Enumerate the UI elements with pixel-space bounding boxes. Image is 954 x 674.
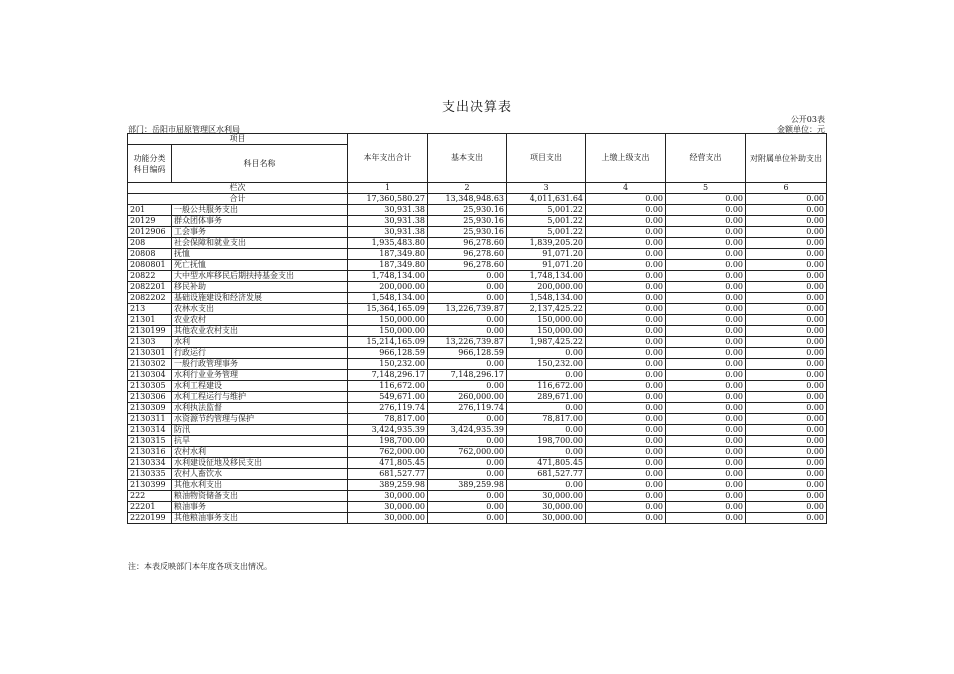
row-value: 25,930.16 — [428, 227, 507, 238]
row-value: 0.00 — [666, 227, 746, 238]
total-row — [128, 194, 827, 205]
lanci-num: 5 — [666, 183, 746, 194]
row-code: 201 — [128, 205, 172, 216]
row-value: 0.00 — [428, 359, 507, 370]
row-name: 粮油物资储备支出 — [172, 491, 348, 502]
row-code: 2012906 — [128, 227, 172, 238]
row-value: 0.00 — [666, 238, 746, 249]
row-value: 0.00 — [666, 271, 746, 282]
row-value: 150,000.00 — [348, 315, 428, 326]
row-name: 水利 — [172, 337, 348, 348]
row-value: 0.00 — [746, 249, 827, 260]
row-value: 0.00 — [746, 469, 827, 480]
row-code: 2130335 — [128, 469, 172, 480]
row-value: 0.00 — [507, 425, 586, 436]
unit-label: 金额单位：元 — [777, 125, 825, 134]
row-value: 0.00 — [746, 315, 827, 326]
row-value: 0.00 — [507, 370, 586, 381]
row-value: 187,349.80 — [348, 249, 428, 260]
lanci-num: 3 — [507, 183, 586, 194]
row-value: 0.00 — [507, 447, 586, 458]
row-value: 0.00 — [746, 227, 827, 238]
row-value: 1,748,134.00 — [507, 271, 586, 282]
row-name: 其他粮油事务支出 — [172, 513, 348, 524]
row-value: 0.00 — [586, 491, 666, 502]
row-value: 0.00 — [666, 249, 746, 260]
row-value: 30,000.00 — [507, 502, 586, 513]
row-value: 0.00 — [428, 502, 507, 513]
row-value: 966,128.59 — [348, 348, 428, 359]
row-value: 187,349.80 — [348, 260, 428, 271]
row-code: 2130334 — [128, 458, 172, 469]
row-code: 222 — [128, 491, 172, 502]
row-value: 0.00 — [428, 293, 507, 304]
expenditure-table — [127, 133, 827, 524]
row-value: 0.00 — [428, 469, 507, 480]
row-value: 1,935,483.80 — [348, 238, 428, 249]
department-label: 部门：岳阳市屈原管理区水利局 — [128, 125, 240, 134]
row-value: 0.00 — [746, 326, 827, 337]
col-header-2: 基本支出 — [428, 134, 507, 183]
row-value: 0.00 — [746, 282, 827, 293]
row-value: 0.00 — [586, 359, 666, 370]
table-row — [128, 403, 827, 414]
row-value: 0.00 — [666, 447, 746, 458]
table-row — [128, 425, 827, 436]
row-name: 群众团体事务 — [172, 216, 348, 227]
table-row — [128, 337, 827, 348]
row-value: 0.00 — [666, 491, 746, 502]
row-code: 2130309 — [128, 403, 172, 414]
row-value: 0.00 — [666, 348, 746, 359]
row-value: 1,748,134.00 — [348, 271, 428, 282]
row-value: 0.00 — [746, 414, 827, 425]
row-value: 0.00 — [586, 238, 666, 249]
row-value: 0.00 — [586, 469, 666, 480]
row-value: 276,119.74 — [348, 403, 428, 414]
row-code: 2130399 — [128, 480, 172, 491]
row-value: 150,000.00 — [348, 326, 428, 337]
row-value: 0.00 — [746, 271, 827, 282]
row-value: 0.00 — [586, 403, 666, 414]
row-value: 0.00 — [746, 392, 827, 403]
row-value: 150,232.00 — [348, 359, 428, 370]
total-value: 4,011,631.64 — [507, 194, 586, 205]
row-value: 150,000.00 — [507, 326, 586, 337]
row-value: 471,805.45 — [507, 458, 586, 469]
lanci-num: 6 — [746, 183, 827, 194]
row-value: 13,226,739.87 — [428, 337, 507, 348]
row-value: 1,839,205.20 — [507, 238, 586, 249]
row-value: 0.00 — [586, 304, 666, 315]
row-value: 0.00 — [746, 370, 827, 381]
row-value: 289,671.00 — [507, 392, 586, 403]
form-code: 公开03表 — [790, 115, 825, 124]
row-value: 3,424,935.39 — [428, 425, 507, 436]
row-value: 0.00 — [746, 513, 827, 524]
row-code: 2130314 — [128, 425, 172, 436]
row-value: 13,226,739.87 — [428, 304, 507, 315]
row-value: 0.00 — [428, 491, 507, 502]
footnote: 注：本表反映部门本年度各项支出情况。 — [128, 562, 272, 571]
table-row — [128, 227, 827, 238]
lanci-row — [128, 183, 827, 194]
row-value: 0.00 — [586, 480, 666, 491]
table-row — [128, 216, 827, 227]
total-value: 0.00 — [666, 194, 746, 205]
row-value: 7,148,296.17 — [428, 370, 507, 381]
row-value: 0.00 — [666, 205, 746, 216]
row-value: 681,527.77 — [507, 469, 586, 480]
col-header-3: 项目支出 — [507, 134, 586, 183]
row-value: 2,137,425.22 — [507, 304, 586, 315]
row-value: 25,930.16 — [428, 216, 507, 227]
table-row — [128, 370, 827, 381]
row-value: 30,000.00 — [507, 513, 586, 524]
row-value: 91,071.20 — [507, 249, 586, 260]
table-row — [128, 205, 827, 216]
row-value: 0.00 — [586, 205, 666, 216]
row-value: 0.00 — [586, 271, 666, 282]
table-row — [128, 326, 827, 337]
row-code: 2130311 — [128, 414, 172, 425]
row-value: 0.00 — [666, 326, 746, 337]
row-value: 5,001.22 — [507, 227, 586, 238]
row-name: 抚恤 — [172, 249, 348, 260]
row-value: 30,000.00 — [348, 491, 428, 502]
row-value: 0.00 — [666, 359, 746, 370]
row-value: 0.00 — [666, 480, 746, 491]
table-row — [128, 447, 827, 458]
total-value: 13,348,948.63 — [428, 194, 507, 205]
row-value: 0.00 — [428, 513, 507, 524]
row-code: 213 — [128, 304, 172, 315]
header-row-1 — [128, 134, 827, 145]
row-value: 0.00 — [428, 458, 507, 469]
row-value: 0.00 — [746, 447, 827, 458]
row-value: 0.00 — [586, 414, 666, 425]
row-code: 21303 — [128, 337, 172, 348]
row-code: 2130316 — [128, 447, 172, 458]
row-name: 行政运行 — [172, 348, 348, 359]
row-code: 2082201 — [128, 282, 172, 293]
table-row — [128, 392, 827, 403]
row-value: 762,000.00 — [428, 447, 507, 458]
row-value: 5,001.22 — [507, 205, 586, 216]
row-value: 1,548,134.00 — [348, 293, 428, 304]
table-row — [128, 249, 827, 260]
report-title: 支出决算表 — [441, 100, 512, 115]
row-value: 0.00 — [666, 414, 746, 425]
row-value: 0.00 — [586, 293, 666, 304]
item-group-header: 项目 — [128, 134, 348, 145]
table-row — [128, 480, 827, 491]
code-col-header: 功能分类科目编码 — [128, 145, 172, 183]
row-value: 0.00 — [428, 271, 507, 282]
table-row — [128, 469, 827, 480]
row-value: 198,700.00 — [348, 436, 428, 447]
row-value: 150,232.00 — [507, 359, 586, 370]
row-value: 0.00 — [666, 469, 746, 480]
row-code: 2130315 — [128, 436, 172, 447]
table-row — [128, 381, 827, 392]
row-name: 农林水支出 — [172, 304, 348, 315]
row-value: 200,000.00 — [507, 282, 586, 293]
row-value: 0.00 — [428, 381, 507, 392]
row-value: 966,128.59 — [428, 348, 507, 359]
row-name: 一般公共服务支出 — [172, 205, 348, 216]
row-code: 20808 — [128, 249, 172, 260]
row-value: 5,001.22 — [507, 216, 586, 227]
table-row — [128, 491, 827, 502]
row-value: 0.00 — [586, 513, 666, 524]
row-code: 22201 — [128, 502, 172, 513]
row-value: 15,214,165.09 — [348, 337, 428, 348]
row-value: 0.00 — [666, 502, 746, 513]
row-value: 0.00 — [666, 260, 746, 271]
table-row — [128, 260, 827, 271]
row-value: 78,817.00 — [507, 414, 586, 425]
row-value: 0.00 — [586, 425, 666, 436]
row-name: 水资源节约管理与保护 — [172, 414, 348, 425]
row-value: 0.00 — [666, 293, 746, 304]
row-value: 96,278.60 — [428, 249, 507, 260]
row-value: 0.00 — [746, 304, 827, 315]
row-code: 2082202 — [128, 293, 172, 304]
row-value: 0.00 — [666, 392, 746, 403]
lanci-num: 4 — [586, 183, 666, 194]
row-name: 其他水利支出 — [172, 480, 348, 491]
row-value: 30,931.38 — [348, 205, 428, 216]
row-name: 粮油事务 — [172, 502, 348, 513]
row-value: 30,000.00 — [348, 502, 428, 513]
row-value: 30,000.00 — [348, 513, 428, 524]
row-value: 0.00 — [428, 326, 507, 337]
row-value: 25,930.16 — [428, 205, 507, 216]
row-name: 大中型水库移民后期扶持基金支出 — [172, 271, 348, 282]
table-row — [128, 304, 827, 315]
row-value: 762,000.00 — [348, 447, 428, 458]
row-value: 0.00 — [746, 205, 827, 216]
row-value: 0.00 — [586, 392, 666, 403]
row-value: 96,278.60 — [428, 238, 507, 249]
row-code: 20129 — [128, 216, 172, 227]
row-value: 0.00 — [666, 337, 746, 348]
row-value: 0.00 — [586, 502, 666, 513]
row-name: 水利工程运行与维护 — [172, 392, 348, 403]
total-label: 合计 — [128, 194, 348, 205]
row-value: 30,931.38 — [348, 216, 428, 227]
row-code: 2130199 — [128, 326, 172, 337]
lanci-num: 1 — [348, 183, 428, 194]
row-name: 社会保障和就业支出 — [172, 238, 348, 249]
row-code: 21301 — [128, 315, 172, 326]
row-value: 0.00 — [746, 260, 827, 271]
row-name: 农业农村 — [172, 315, 348, 326]
row-name: 农村人畜饮水 — [172, 469, 348, 480]
row-value: 0.00 — [586, 260, 666, 271]
row-value: 0.00 — [586, 458, 666, 469]
table-row — [128, 436, 827, 447]
row-value: 0.00 — [586, 326, 666, 337]
row-value: 0.00 — [507, 348, 586, 359]
table-row — [128, 414, 827, 425]
row-code: 2130302 — [128, 359, 172, 370]
row-name: 水利工程建设 — [172, 381, 348, 392]
row-value: 0.00 — [428, 414, 507, 425]
row-value: 0.00 — [666, 513, 746, 524]
row-code: 20822 — [128, 271, 172, 282]
row-value: 260,000.00 — [428, 392, 507, 403]
row-value: 0.00 — [428, 315, 507, 326]
row-name: 水利建设征地及移民支出 — [172, 458, 348, 469]
table-row — [128, 359, 827, 370]
row-value: 0.00 — [746, 425, 827, 436]
row-value: 0.00 — [586, 370, 666, 381]
row-value: 0.00 — [746, 348, 827, 359]
row-value: 150,000.00 — [507, 315, 586, 326]
col-header-4: 上缴上级支出 — [586, 134, 666, 183]
row-value: 91,071.20 — [507, 260, 586, 271]
row-value: 30,000.00 — [507, 491, 586, 502]
row-code: 2130306 — [128, 392, 172, 403]
row-name: 水利行业业务管理 — [172, 370, 348, 381]
row-value: 0.00 — [666, 458, 746, 469]
table-row — [128, 513, 827, 524]
row-value: 0.00 — [586, 381, 666, 392]
row-value: 0.00 — [586, 216, 666, 227]
row-code: 2130304 — [128, 370, 172, 381]
total-value: 17,360,580.27 — [348, 194, 428, 205]
row-value: 0.00 — [666, 315, 746, 326]
row-value: 471,805.45 — [348, 458, 428, 469]
row-code: 2220199 — [128, 513, 172, 524]
row-value: 549,671.00 — [348, 392, 428, 403]
table-row — [128, 315, 827, 326]
row-value: 0.00 — [666, 425, 746, 436]
row-value: 0.00 — [746, 381, 827, 392]
row-code: 208 — [128, 238, 172, 249]
total-value: 0.00 — [746, 194, 827, 205]
row-value: 681,527.77 — [348, 469, 428, 480]
row-value: 0.00 — [507, 403, 586, 414]
lanci-label: 栏次 — [128, 183, 348, 194]
row-name: 农村水利 — [172, 447, 348, 458]
row-value: 0.00 — [428, 282, 507, 293]
row-name: 工会事务 — [172, 227, 348, 238]
row-name: 基础设施建设和经济发展 — [172, 293, 348, 304]
row-value: 0.00 — [586, 447, 666, 458]
row-name: 抗旱 — [172, 436, 348, 447]
col-header-6: 对附属单位补助支出 — [746, 134, 827, 183]
row-code: 2080801 — [128, 260, 172, 271]
row-code: 2130305 — [128, 381, 172, 392]
row-value: 116,672.00 — [348, 381, 428, 392]
row-value: 0.00 — [746, 436, 827, 447]
total-value: 0.00 — [586, 194, 666, 205]
row-value: 0.00 — [666, 436, 746, 447]
row-value: 0.00 — [666, 282, 746, 293]
row-name: 其他农业农村支出 — [172, 326, 348, 337]
row-value: 276,119.74 — [428, 403, 507, 414]
row-value: 0.00 — [746, 359, 827, 370]
row-value: 0.00 — [746, 337, 827, 348]
row-value: 0.00 — [666, 304, 746, 315]
table-row — [128, 458, 827, 469]
row-value: 0.00 — [586, 348, 666, 359]
row-name: 水利执法监督 — [172, 403, 348, 414]
row-value: 0.00 — [666, 216, 746, 227]
row-name: 防汛 — [172, 425, 348, 436]
row-value: 198,700.00 — [507, 436, 586, 447]
row-value: 0.00 — [586, 282, 666, 293]
row-value: 0.00 — [746, 238, 827, 249]
table-row — [128, 271, 827, 282]
row-value: 0.00 — [746, 458, 827, 469]
col-header-5: 经营支出 — [666, 134, 746, 183]
name-col-header: 科目名称 — [172, 145, 348, 183]
row-value: 0.00 — [666, 403, 746, 414]
row-value: 0.00 — [507, 480, 586, 491]
row-value: 0.00 — [428, 436, 507, 447]
row-value: 0.00 — [666, 381, 746, 392]
table-row — [128, 282, 827, 293]
row-name: 死亡抚恤 — [172, 260, 348, 271]
row-value: 0.00 — [586, 436, 666, 447]
row-value: 3,424,935.39 — [348, 425, 428, 436]
row-value: 0.00 — [746, 491, 827, 502]
col-header-1: 本年支出合计 — [348, 134, 428, 183]
row-value: 0.00 — [666, 370, 746, 381]
row-name: 一般行政管理事务 — [172, 359, 348, 370]
row-value: 30,931.38 — [348, 227, 428, 238]
row-value: 0.00 — [746, 403, 827, 414]
row-value: 96,278.60 — [428, 260, 507, 271]
row-value: 0.00 — [746, 293, 827, 304]
row-value: 1,548,134.00 — [507, 293, 586, 304]
table-row — [128, 238, 827, 249]
row-value: 0.00 — [586, 337, 666, 348]
row-code: 2130301 — [128, 348, 172, 359]
row-value: 78,817.00 — [348, 414, 428, 425]
row-value: 0.00 — [586, 315, 666, 326]
table-row — [128, 348, 827, 359]
row-value: 7,148,296.17 — [348, 370, 428, 381]
row-value: 200,000.00 — [348, 282, 428, 293]
lanci-num: 2 — [428, 183, 507, 194]
row-value: 0.00 — [746, 216, 827, 227]
row-value: 0.00 — [746, 480, 827, 491]
row-value: 0.00 — [746, 502, 827, 513]
row-name: 移民补助 — [172, 282, 348, 293]
row-value: 0.00 — [586, 227, 666, 238]
row-value: 15,364,165.09 — [348, 304, 428, 315]
row-value: 389,259.98 — [428, 480, 507, 491]
table-row — [128, 293, 827, 304]
row-value: 1,987,425.22 — [507, 337, 586, 348]
table-row — [128, 502, 827, 513]
row-value: 116,672.00 — [507, 381, 586, 392]
row-value: 389,259.98 — [348, 480, 428, 491]
row-value: 0.00 — [586, 249, 666, 260]
